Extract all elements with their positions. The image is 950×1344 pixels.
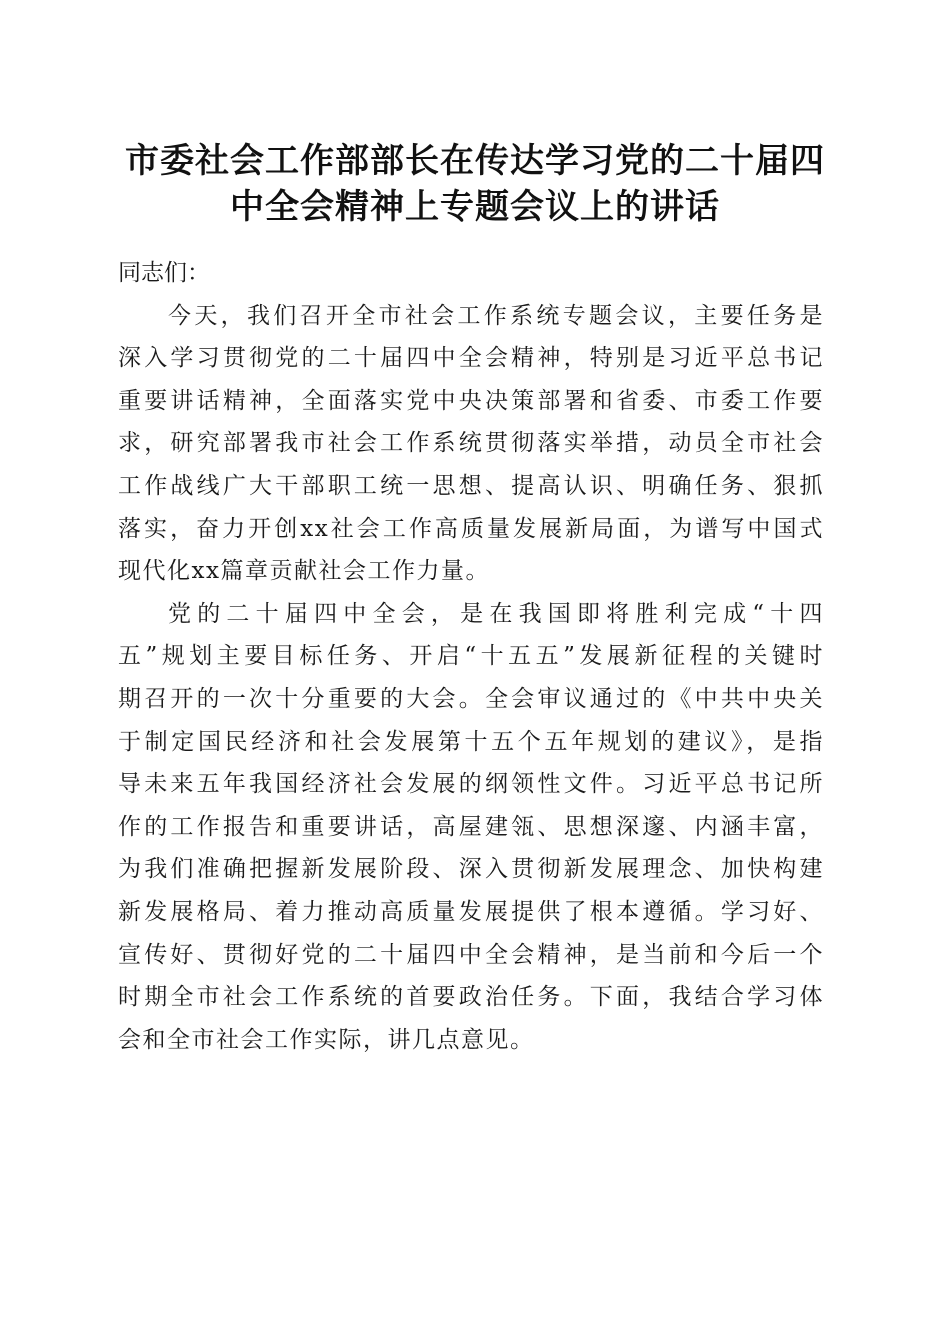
paragraph-line: 重要讲话精神，全面落实党中央决策部署和省委、市委工作要 — [118, 387, 824, 414]
salutation: 同志们： — [118, 260, 210, 286]
paragraph-line: 今天，我们召开全市社会工作系统专题会议，主要任务是 — [168, 302, 824, 329]
title-line: 市委社会工作部部长在传达学习党的二十届四 — [125, 141, 825, 181]
paragraph-line: 作的工作报告和重要讲话，高屋建瓴、思想深邃、内涵丰富， — [118, 813, 824, 840]
paragraph-line: 为我们准确把握新发展阶段、深入贯彻新发展理念、加快构建 — [118, 856, 824, 883]
paragraph-line: 现代化xx篇章贡献社会工作力量。 — [118, 558, 490, 585]
paragraph-line: 新发展格局、着力推动高质量发展提供了根本遵循。学习好、 — [118, 898, 824, 925]
paragraph-line: 工作战线广大干部职工统一思想、提高认识、明确任务、狠抓 — [118, 472, 824, 499]
paragraph-2 — [118, 593, 824, 1062]
paragraph-line: 时期全市社会工作系统的首要政治任务。下面，我结合学习体 — [118, 984, 824, 1011]
paragraph-line: 导未来五年我国经济社会发展的纲领性文件。习近平总书记所 — [118, 771, 824, 798]
paragraph-line: 求，研究部署我市社会工作系统贯彻落实举措，动员全市社会 — [118, 430, 824, 457]
paragraph-line: 党的二十届四中全会，是在我国即将胜利完成“十四 — [168, 600, 824, 627]
title-line: 中全会精神上专题会议上的讲话 — [230, 187, 720, 227]
paragraph-line: 期召开的一次十分重要的大会。全会审议通过的《中共中央关 — [118, 685, 824, 712]
document-title — [100, 138, 850, 230]
paragraph-line: 会和全市社会工作实际，讲几点意见。 — [118, 1026, 535, 1053]
paragraph-line: 于制定国民经济和社会发展第十五个五年规划的建议》，是指 — [118, 728, 824, 755]
document-body — [118, 252, 824, 1061]
paragraph-line: 落实，奋力开创xx社会工作高质量发展新局面，为谱写中国式 — [118, 515, 824, 542]
paragraph-1 — [118, 295, 824, 593]
paragraph-line: 宣传好、贯彻好党的二十届四中全会精神，是当前和今后一个 — [118, 941, 824, 968]
paragraph-line: 深入学习贯彻党的二十届四中全会精神，特别是习近平总书记 — [118, 345, 824, 372]
paragraph-line: 五”规划主要目标任务、开启“十五五”发展新征程的关键时 — [118, 643, 824, 670]
